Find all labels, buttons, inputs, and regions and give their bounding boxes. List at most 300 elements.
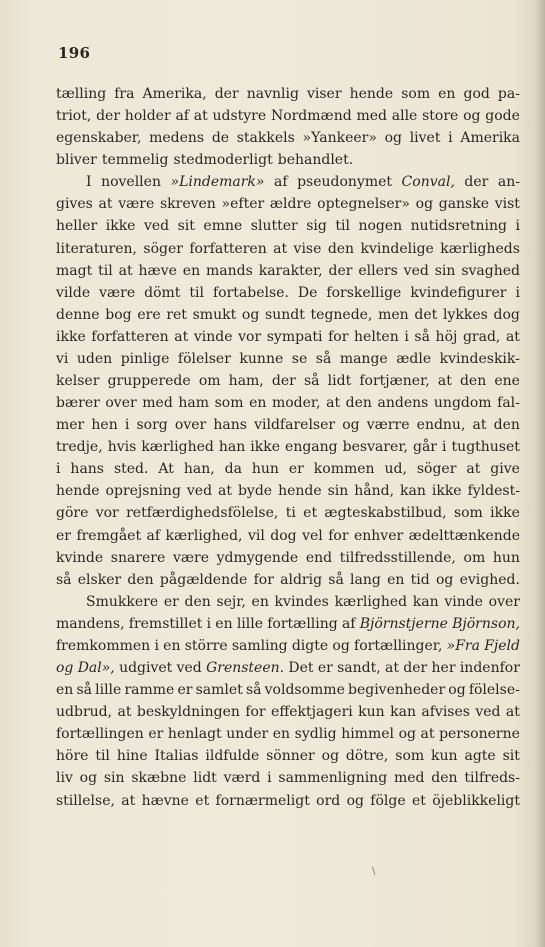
text-line: [56, 238, 520, 260]
word: elsker: [77, 571, 122, 588]
word: ham: [178, 395, 210, 412]
word: en: [249, 395, 267, 412]
word: tilfredsstillende,: [339, 549, 456, 566]
word: At: [158, 461, 174, 478]
word: helten: [354, 328, 399, 345]
text-line: [56, 767, 520, 789]
word: så: [315, 350, 332, 367]
word: så: [76, 682, 92, 699]
word: uden: [76, 350, 113, 367]
word: i: [404, 328, 409, 345]
word: henlagt: [167, 726, 222, 743]
italic-word: Björnstjerne: [359, 615, 448, 632]
word: og: [435, 571, 454, 588]
text-line: [56, 458, 520, 480]
text-line: [56, 502, 520, 524]
word: kærligheds: [440, 240, 520, 257]
word: kvindefigurer: [410, 284, 507, 301]
word: ham,: [228, 373, 264, 390]
italic-word: Grensteen.: [206, 660, 285, 677]
word: kvindelige: [360, 240, 434, 257]
word: til: [98, 262, 113, 279]
word: stillelse,: [56, 792, 115, 809]
word: at: [505, 704, 520, 721]
word: sit: [177, 218, 195, 235]
text-line: [56, 635, 520, 657]
word: ved: [143, 218, 170, 235]
word: dog: [270, 527, 297, 544]
word: sin: [434, 262, 456, 279]
word: i: [515, 284, 520, 301]
word: mer: [56, 417, 85, 434]
word: samling: [231, 637, 288, 654]
word: göre: [56, 505, 89, 522]
word: dog: [493, 306, 520, 323]
word: af: [341, 615, 356, 632]
word: at: [466, 461, 481, 478]
word: stedmoderligt: [173, 152, 273, 169]
word: hun: [492, 549, 520, 566]
word: grad,: [462, 328, 501, 345]
word: han: [218, 439, 246, 456]
word: fremgået: [76, 527, 142, 544]
text-line: [56, 83, 520, 105]
word: skæbne: [131, 770, 187, 787]
text-line: [56, 569, 520, 591]
text-line: [56, 127, 520, 149]
word: tælling: [56, 86, 107, 102]
word: den: [327, 240, 355, 257]
word: for: [328, 328, 349, 345]
word: karakter,: [258, 262, 323, 279]
word: en: [215, 615, 233, 632]
word: ikke: [431, 483, 462, 500]
italic-word: Dal»,: [77, 660, 115, 677]
word: fortælling: [267, 615, 338, 632]
word: andens: [377, 395, 429, 412]
text-line: [56, 215, 520, 237]
word: effektjageri: [271, 704, 353, 721]
word: Italias: [154, 748, 199, 765]
text-line: [56, 370, 520, 392]
word: novellen: [101, 174, 161, 191]
text-line: [56, 701, 520, 723]
word: kan: [412, 593, 439, 610]
word: kærlighed: [334, 593, 408, 610]
word: udbrud,: [56, 704, 113, 721]
word: og: [241, 306, 260, 323]
word: udgivet: [119, 660, 173, 677]
word: hende: [56, 483, 100, 500]
word: så: [304, 373, 320, 390]
word: ganske: [438, 196, 490, 213]
word: kun: [431, 748, 458, 765]
word: nogen: [358, 218, 403, 235]
word: som: [214, 395, 244, 412]
italic-word: »Lindemark»: [170, 174, 265, 191]
word: af: [175, 108, 189, 125]
word: ved: [403, 262, 429, 279]
word: medens: [149, 130, 205, 147]
page-edge-shadow: [535, 0, 545, 947]
word: at: [174, 328, 189, 345]
word: hen: [91, 417, 118, 434]
word: oprejsning: [105, 483, 181, 500]
word: fortjæner,: [359, 373, 430, 390]
word: holder: [124, 108, 171, 125]
word: her: [431, 660, 456, 677]
word: hun: [251, 461, 279, 478]
word: en: [56, 682, 74, 699]
word: ved: [475, 704, 501, 721]
word: den: [431, 770, 458, 787]
word: at: [273, 240, 288, 257]
word: ildfulde: [205, 748, 260, 765]
word: kvindes: [274, 593, 329, 610]
word: så: [56, 571, 72, 588]
word: men: [378, 306, 409, 323]
word: bærer: [56, 395, 100, 412]
word: af: [146, 527, 161, 544]
word: Amerika: [460, 130, 520, 147]
word: er: [163, 593, 179, 610]
text-line: [56, 657, 520, 679]
text-line: [56, 260, 520, 282]
word: sammenligning: [278, 770, 388, 787]
word: at: [121, 792, 136, 809]
word: sandt,: [337, 660, 381, 677]
word: forskellige: [326, 284, 402, 301]
word: emne: [203, 218, 243, 235]
word: smukt: [192, 306, 237, 323]
word: værd: [223, 770, 261, 787]
word: vel: [302, 527, 323, 544]
italic-word: Conval,: [401, 174, 455, 191]
italic-word: »Fra: [446, 637, 480, 654]
word: fal-: [497, 395, 520, 412]
word: og: [321, 748, 340, 765]
word: lille: [236, 615, 264, 632]
word: ydmygende: [216, 549, 299, 566]
word: fortabelse.: [213, 284, 289, 301]
word: og: [398, 726, 416, 743]
word: fra: [114, 86, 135, 102]
word: snarere: [110, 549, 166, 566]
word: forfatteren: [91, 328, 169, 345]
word: vor: [238, 328, 262, 345]
word: så: [245, 682, 262, 699]
word: magt: [56, 262, 93, 279]
word: indenfor: [459, 660, 520, 677]
text-line: [56, 547, 520, 569]
word: der: [464, 174, 489, 191]
word: hvis: [107, 439, 137, 456]
word: optegnelser»: [317, 196, 410, 213]
word: at: [326, 395, 341, 412]
word: en: [251, 593, 269, 610]
word: endnu,: [416, 417, 466, 434]
word: behandlet.: [277, 152, 354, 169]
word: og: [384, 130, 402, 147]
word: fyldest-: [467, 483, 520, 500]
word: navnlig: [246, 86, 299, 102]
text-line: [56, 414, 520, 436]
word: og: [342, 417, 360, 434]
word: vist: [494, 196, 520, 213]
word: tilfreds-: [464, 770, 520, 787]
word: ældre: [269, 196, 312, 213]
word: hans: [70, 461, 104, 478]
word: og: [463, 108, 481, 125]
word: fölelser: [177, 350, 231, 367]
word: kærlighed,: [165, 527, 243, 544]
word: i: [56, 461, 61, 478]
word: pågældende: [159, 571, 248, 588]
word: kan: [390, 704, 416, 721]
word: der: [96, 108, 121, 125]
word: at: [505, 328, 520, 345]
word: hævne: [141, 792, 189, 809]
word: med: [393, 770, 425, 787]
word: moder,: [271, 395, 321, 412]
word: ved: [176, 660, 202, 677]
word: vor: [95, 505, 119, 522]
word: sorg: [136, 417, 168, 434]
word: den: [459, 373, 487, 390]
word: nutidsretning: [410, 218, 508, 235]
word: lang: [350, 571, 381, 588]
word: hånd,: [354, 483, 395, 500]
word: ramme: [124, 682, 175, 699]
word: i: [267, 770, 272, 787]
word: personerne: [439, 726, 520, 743]
word: triot,: [56, 108, 92, 125]
word: mands: [206, 262, 253, 279]
word: samlet: [195, 682, 243, 699]
word: lille: [95, 682, 122, 699]
word: dömt: [144, 284, 181, 301]
word: pa-: [497, 86, 520, 102]
word: være: [99, 284, 136, 301]
word: vilde: [56, 284, 91, 301]
word: er: [317, 660, 333, 677]
word: en: [163, 637, 181, 654]
word: Nordmænd: [270, 108, 352, 125]
word: tugthuset: [451, 439, 520, 456]
word: vil: [247, 527, 265, 544]
word: ere: [137, 306, 161, 323]
text-line: [56, 392, 520, 414]
text-line: [56, 745, 520, 767]
word: I: [86, 174, 92, 191]
word: ungdom: [433, 395, 492, 412]
word: höre: [56, 748, 89, 765]
word: fortællingen: [56, 726, 144, 743]
text-line: [56, 613, 520, 635]
word: ikke: [490, 505, 520, 522]
text-line: [56, 436, 520, 458]
word: ti: [285, 505, 296, 522]
word: lidt: [327, 373, 352, 390]
word: livet: [409, 130, 441, 147]
word: hæve: [138, 262, 177, 279]
word: ikke: [56, 328, 86, 345]
word: höj: [435, 328, 458, 345]
word: hine: [116, 748, 148, 765]
word: tegnede,: [310, 306, 373, 323]
word: under: [226, 726, 269, 743]
word: den: [184, 593, 211, 610]
word: er: [288, 461, 304, 478]
word: til: [189, 284, 205, 301]
word: sted.: [113, 461, 149, 478]
text-line: [56, 679, 520, 701]
word: an-: [497, 174, 520, 191]
page-number: 196: [58, 44, 91, 62]
text-line: [56, 480, 520, 502]
word: så: [328, 571, 344, 588]
word: skreven: [159, 196, 216, 213]
word: at: [218, 483, 232, 500]
word: er: [177, 682, 193, 699]
word: et: [411, 792, 426, 809]
word: sundt: [265, 306, 305, 323]
word: liv: [56, 770, 73, 787]
word: tredje,: [56, 439, 103, 456]
word: kunne: [239, 350, 284, 367]
word: vildfarelser: [254, 417, 336, 434]
word: i: [515, 218, 520, 235]
word: ikke: [105, 218, 136, 235]
word: vi: [56, 350, 69, 367]
word: sönner: [266, 748, 315, 765]
word: lidt: [193, 770, 217, 787]
word: at: [385, 660, 399, 677]
word: »Yankeer»: [302, 130, 377, 147]
word: »efter: [221, 196, 265, 213]
word: at: [117, 704, 132, 721]
word: udstyre: [212, 108, 267, 125]
word: sympati: [266, 328, 323, 345]
word: at: [472, 417, 487, 434]
word: for: [245, 704, 266, 721]
word: en: [387, 571, 405, 588]
word: gode: [485, 108, 520, 125]
word: fölelse-: [468, 682, 520, 699]
word: med: [356, 108, 387, 125]
word: med: [142, 395, 173, 412]
word: den: [127, 571, 154, 588]
word: i: [206, 615, 212, 632]
text-line: [56, 591, 520, 613]
word: fremstillet: [128, 615, 203, 632]
text-line: [56, 790, 520, 812]
word: voldsomme: [264, 682, 345, 699]
word: ædelttænkende: [408, 527, 520, 544]
word: sin: [327, 483, 349, 500]
word: digte: [291, 637, 329, 654]
word: sit: [502, 748, 520, 765]
word: vinde: [193, 328, 233, 345]
word: agte: [464, 748, 496, 765]
text-line: [56, 723, 520, 745]
word: forfatteren: [189, 240, 267, 257]
word: over: [174, 417, 207, 434]
word: egenskaber,: [56, 130, 142, 147]
word: begivenheder: [348, 682, 446, 699]
word: öjeblikkeligt: [432, 792, 520, 809]
word: hende: [349, 86, 394, 102]
word: der: [328, 262, 353, 279]
word: svaghed: [461, 262, 520, 279]
word: se: [291, 350, 308, 367]
word: en: [272, 726, 291, 743]
word: over: [488, 593, 520, 610]
word: ægteskabstilbud,: [324, 505, 447, 522]
word: ellers: [358, 262, 398, 279]
stray-mark: \: [372, 866, 376, 877]
word: være: [118, 196, 155, 213]
word: han,: [183, 461, 215, 478]
word: pinlige: [120, 350, 170, 367]
word: for: [328, 527, 349, 544]
word: söger: [143, 240, 183, 257]
word: gives: [56, 196, 93, 213]
italic-word: Fjeld: [484, 637, 520, 654]
word: söger: [416, 461, 457, 478]
word: bliver: [56, 152, 97, 169]
word: fornærmeligt: [215, 792, 310, 809]
word: vise: [293, 240, 322, 257]
word: kelser: [56, 373, 100, 390]
word: den: [345, 395, 372, 412]
word: kvinde: [56, 549, 104, 566]
word: et: [195, 792, 210, 809]
word: de: [211, 130, 230, 147]
word: sin: [103, 770, 125, 787]
word: for: [253, 571, 274, 588]
word: at: [118, 262, 133, 279]
word: sejr,: [216, 593, 246, 610]
word: den: [493, 417, 520, 434]
word: som: [453, 505, 483, 522]
word: denne: [56, 306, 100, 323]
word: om: [198, 373, 221, 390]
word: slutter: [250, 218, 298, 235]
italic-word: Björnson,: [452, 615, 520, 632]
word: en: [182, 262, 201, 279]
word: kun: [358, 704, 385, 721]
word: over: [105, 395, 137, 412]
text-line: [56, 348, 520, 370]
word: pseudonymet: [297, 174, 393, 191]
word: lykkes: [442, 306, 488, 323]
word: hende: [278, 483, 322, 500]
word: så: [414, 328, 430, 345]
word: i: [448, 130, 453, 147]
word: fölge: [370, 792, 406, 809]
text-line: [56, 149, 520, 171]
word: at: [420, 726, 435, 743]
word: mange: [339, 350, 388, 367]
word: da: [224, 461, 242, 478]
word: end: [305, 549, 333, 566]
word: ord: [316, 792, 341, 809]
word: og: [332, 637, 350, 654]
word: og: [346, 792, 364, 809]
word: en: [438, 86, 456, 102]
word: er: [148, 726, 164, 743]
